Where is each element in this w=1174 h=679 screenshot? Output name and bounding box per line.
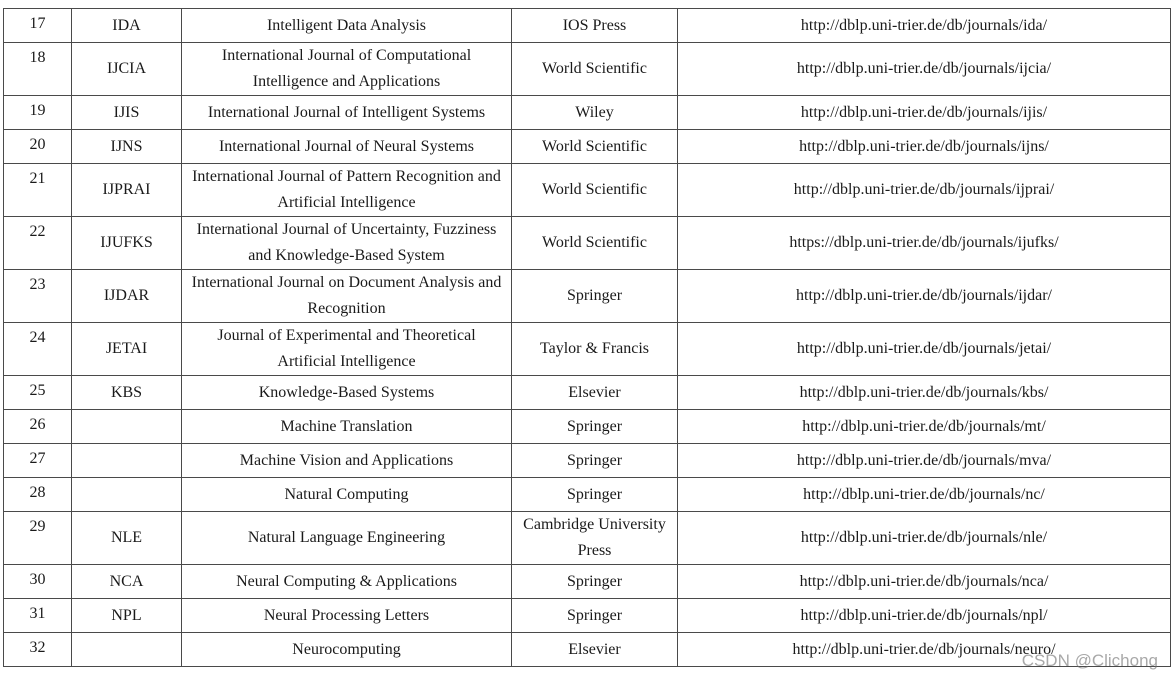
table-row <box>4 633 1171 667</box>
journal-abbreviation: IJDAR <box>72 270 182 323</box>
journal-name: International Journal of Intelligent Systems <box>182 96 512 130</box>
journal-name: Neurocomputing <box>182 633 512 667</box>
journal-abbreviation: IDA <box>72 9 182 43</box>
journal-abbreviation: IJNS <box>72 130 182 164</box>
journal-url: http://dblp.uni-trier.de/db/journals/ijdar/ <box>678 270 1171 323</box>
journal-url: https://dblp.uni-trier.de/db/journals/ijufks/ <box>678 217 1171 270</box>
row-number: 29 <box>4 512 72 565</box>
row-number: 25 <box>4 376 72 410</box>
row-number: 31 <box>4 599 72 633</box>
journal-publisher: Springer <box>512 444 678 478</box>
row-number: 22 <box>4 217 72 270</box>
table-row <box>4 270 1171 323</box>
row-number: 17 <box>4 9 72 43</box>
table-row <box>4 410 1171 444</box>
journal-publisher: World Scientific <box>512 217 678 270</box>
journal-abbreviation: NCA <box>72 565 182 599</box>
journal-url: http://dblp.uni-trier.de/db/journals/nle/ <box>678 512 1171 565</box>
row-number: 28 <box>4 478 72 512</box>
journal-publisher: Springer <box>512 270 678 323</box>
journal-url: http://dblp.uni-trier.de/db/journals/ijns/ <box>678 130 1171 164</box>
journal-abbreviation: KBS <box>72 376 182 410</box>
table-row <box>4 9 1171 43</box>
journal-name: Machine Vision and Applications <box>182 444 512 478</box>
journal-url: http://dblp.uni-trier.de/db/journals/nc/ <box>678 478 1171 512</box>
table-row <box>4 164 1171 217</box>
row-number: 20 <box>4 130 72 164</box>
table-row <box>4 217 1171 270</box>
journal-name: International Journal of Pattern Recognition and Artificial Intelligence <box>182 164 512 217</box>
journal-abbreviation: IJCIA <box>72 43 182 96</box>
journal-name: Journal of Experimental and Theoretical Artificial Intelligence <box>182 323 512 376</box>
table-row <box>4 478 1171 512</box>
journal-name: International Journal on Document Analysis and Recognition <box>182 270 512 323</box>
row-number: 23 <box>4 270 72 323</box>
journal-url: http://dblp.uni-trier.de/db/journals/ijprai/ <box>678 164 1171 217</box>
row-number: 26 <box>4 410 72 444</box>
journal-url: http://dblp.uni-trier.de/db/journals/mt/ <box>678 410 1171 444</box>
table-row <box>4 512 1171 565</box>
journal-url: http://dblp.uni-trier.de/db/journals/ijcia/ <box>678 43 1171 96</box>
journal-abbreviation: IJPRAI <box>72 164 182 217</box>
journal-name: International Journal of Uncertainty, Fuzziness and Knowledge-Based System <box>182 217 512 270</box>
journal-publisher: Springer <box>512 599 678 633</box>
table-row <box>4 444 1171 478</box>
journal-url: http://dblp.uni-trier.de/db/journals/npl/ <box>678 599 1171 633</box>
row-number: 21 <box>4 164 72 217</box>
table-row <box>4 376 1171 410</box>
journal-url: http://dblp.uni-trier.de/db/journals/kbs/ <box>678 376 1171 410</box>
journal-publisher: World Scientific <box>512 164 678 217</box>
journal-publisher: Cambridge University Press <box>512 512 678 565</box>
row-number: 27 <box>4 444 72 478</box>
journal-abbreviation <box>72 444 182 478</box>
journal-name: Natural Computing <box>182 478 512 512</box>
table-row <box>4 43 1171 96</box>
journal-url: http://dblp.uni-trier.de/db/journals/jetai/ <box>678 323 1171 376</box>
journal-abbreviation: NPL <box>72 599 182 633</box>
row-number: 30 <box>4 565 72 599</box>
journal-abbreviation: JETAI <box>72 323 182 376</box>
journal-table <box>3 8 1171 667</box>
journal-publisher: Elsevier <box>512 376 678 410</box>
journal-table-body <box>4 9 1171 667</box>
journal-abbreviation <box>72 633 182 667</box>
journal-publisher: Taylor & Francis <box>512 323 678 376</box>
journal-publisher: Wiley <box>512 96 678 130</box>
journal-url: http://dblp.uni-trier.de/db/journals/nca/ <box>678 565 1171 599</box>
journal-url: http://dblp.uni-trier.de/db/journals/mva/ <box>678 444 1171 478</box>
journal-abbreviation <box>72 478 182 512</box>
journal-name: Knowledge-Based Systems <box>182 376 512 410</box>
journal-url: http://dblp.uni-trier.de/db/journals/neuro/ <box>678 633 1171 667</box>
journal-name: Natural Language Engineering <box>182 512 512 565</box>
journal-publisher: Springer <box>512 565 678 599</box>
row-number: 18 <box>4 43 72 96</box>
journal-name: Intelligent Data Analysis <box>182 9 512 43</box>
table-row <box>4 130 1171 164</box>
journal-name: International Journal of Computational Intelligence and Applications <box>182 43 512 96</box>
row-number: 24 <box>4 323 72 376</box>
journal-name: Machine Translation <box>182 410 512 444</box>
journal-publisher: World Scientific <box>512 130 678 164</box>
journal-publisher: IOS Press <box>512 9 678 43</box>
row-number: 19 <box>4 96 72 130</box>
journal-name: International Journal of Neural Systems <box>182 130 512 164</box>
journal-abbreviation: IJUFKS <box>72 217 182 270</box>
journal-publisher: Elsevier <box>512 633 678 667</box>
journal-abbreviation: IJIS <box>72 96 182 130</box>
journal-url: http://dblp.uni-trier.de/db/journals/ijis/ <box>678 96 1171 130</box>
journal-abbreviation: NLE <box>72 512 182 565</box>
journal-name: Neural Computing & Applications <box>182 565 512 599</box>
journal-abbreviation <box>72 410 182 444</box>
journal-publisher: World Scientific <box>512 43 678 96</box>
journal-publisher: Springer <box>512 478 678 512</box>
journal-url: http://dblp.uni-trier.de/db/journals/ida/ <box>678 9 1171 43</box>
journal-publisher: Springer <box>512 410 678 444</box>
table-row <box>4 323 1171 376</box>
table-row <box>4 565 1171 599</box>
watermark: CSDN @Clichong <box>1021 651 1158 670</box>
row-number: 32 <box>4 633 72 667</box>
table-row <box>4 599 1171 633</box>
table-row <box>4 96 1171 130</box>
journal-name: Neural Processing Letters <box>182 599 512 633</box>
